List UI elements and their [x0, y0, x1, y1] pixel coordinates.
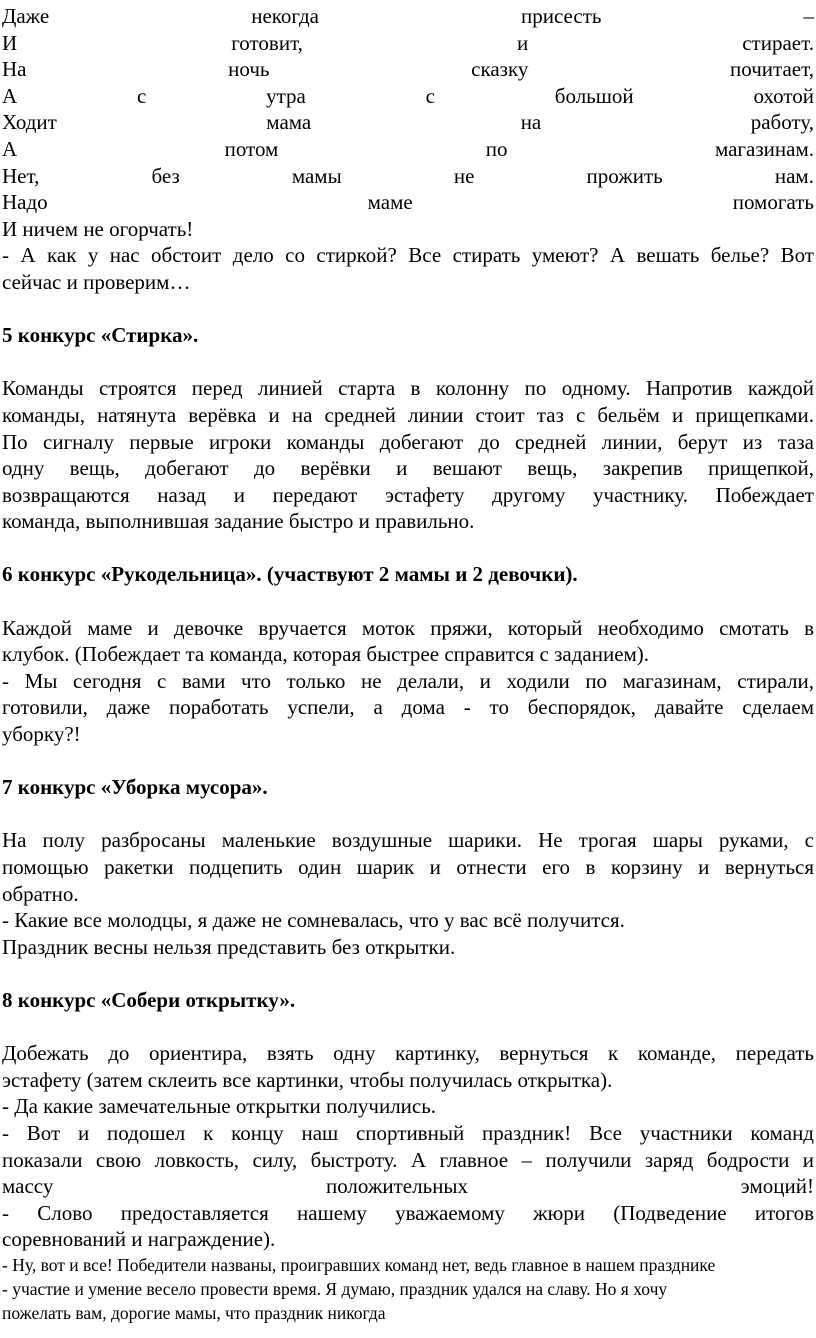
poem-word: стирает. [742, 30, 814, 55]
poem-word: Нет, [2, 163, 40, 188]
spacer [2, 1014, 814, 1041]
poem-word: На [2, 57, 27, 82]
poem-word: работу, [750, 110, 814, 135]
spacer [2, 801, 814, 828]
text-line: - Слово предоставляется нашему уважаемому жюри (Подведение итогов [2, 1200, 814, 1225]
text-line: По сигналу первые игроки команды добегают до средней линии, берут из таза [2, 429, 814, 454]
poem-word: Надо [2, 190, 48, 215]
document-content [2, 3, 814, 1325]
poem-word: охотой [753, 83, 814, 108]
closing-remarks [2, 1253, 814, 1325]
text-line: - участие и умение весело провести время. Я думаю, праздник удался на славу. Но я хочу [2, 1278, 668, 1299]
text-line: Каждой маме и девочке вручается моток пряжи, который необходимо смотать в [2, 615, 814, 640]
poem-line [2, 109, 814, 136]
spacer [2, 588, 814, 615]
poem-word: Ходит [2, 110, 57, 135]
text-line: Праздник весны нельзя представить без открытки. [2, 934, 456, 959]
text-line: Добежать до ориентира, взять одну картинку, вернуться к команде, передать [2, 1041, 814, 1066]
contest-8-heading: 8 конкурс «Собери открытку». [2, 987, 296, 1012]
poem-line [2, 30, 814, 57]
poem-line [2, 189, 814, 216]
poem-word: мамы [291, 163, 342, 188]
poem-line [2, 163, 814, 190]
text-line: обратно. [2, 881, 79, 906]
spacer [2, 296, 814, 323]
poem-word: помогать [732, 190, 814, 215]
poem-word: без [151, 163, 180, 188]
text-word: эмоций! [740, 1174, 814, 1199]
poem-word: нам. [774, 163, 814, 188]
poem-word: утра [266, 83, 306, 108]
intro-paragraph [2, 216, 814, 296]
poem-word: некогда [251, 4, 319, 28]
text-line: - Мы сегодня с вами что только не делали, и ходили по магазинам, стирали, [2, 668, 814, 693]
poem-word: по [485, 136, 508, 161]
text-word: массу [2, 1174, 54, 1199]
contest-8-description [2, 1040, 814, 1253]
poem-word: присесть [520, 4, 602, 28]
contest-7-heading: 7 конкурс «Уборка мусора». [2, 775, 268, 800]
text-line: команда, выполнившая задание быстро и правильно. [2, 509, 475, 534]
text-line: команды, натянута верёвка и на средней линии стоит таз с бельём и прищепками. [2, 402, 814, 427]
spacer [2, 535, 814, 562]
text-line: - А как у нас обстоит дело со стиркой? Все стирать умеют? А вешать белье? Вот [2, 243, 814, 268]
text-line: - Да какие замечательные открытки получились. [2, 1094, 437, 1119]
poem-line [2, 3, 814, 30]
text-line: - Вот и подошел к концу наш спортивный праздник! Все участники команд [2, 1120, 814, 1145]
poem-word: на [520, 110, 542, 135]
contest-6-description [2, 615, 814, 748]
poem-line [2, 56, 814, 83]
text-line: - Какие все молодцы, я даже не сомневалась, что у вас всё получится. [2, 908, 625, 933]
text-line: помощью ракетки подцепить один шарик и отнести его в корзину и вернуться [2, 855, 814, 879]
text-line: показали свою ловкость, силу, быстроту. А главное – получили заряд бодрости и [2, 1147, 814, 1172]
poem-word: и [516, 30, 529, 55]
poem-word: Даже [2, 4, 50, 28]
contest-7-description [2, 827, 814, 960]
text-line: Команды строятся перед линией старта в колонну по одному. Напротив каждой [2, 376, 814, 401]
spacer [2, 748, 814, 775]
spacer [2, 349, 814, 376]
poem-word: магазинам. [714, 136, 814, 161]
text-line: уборку?! [2, 722, 81, 747]
poem-word: А [2, 136, 18, 161]
text-line: соревнований и награждение). [2, 1227, 276, 1252]
text-line [2, 1173, 814, 1200]
contest-5-description [2, 375, 814, 535]
text-line: возвращаются назад и передают эстафету другому участнику. Побеждает [2, 482, 814, 507]
poem-word: готовит, [231, 30, 303, 55]
text-line: клубок. (Побеждает та команда, которая быстрее справится с заданием). [2, 642, 650, 667]
text-line: готовили, даже поработать успели, а дома - то беспорядок, давайте сделаем [2, 695, 814, 720]
text-word: положительных [325, 1174, 469, 1199]
poem-word: сказку [471, 57, 529, 82]
poem-word: маме [367, 190, 413, 215]
poem-word: прожить [586, 163, 663, 188]
poem-word: ночь [228, 57, 270, 82]
poem-word: не [453, 163, 475, 188]
spacer [2, 960, 814, 987]
text-line: одну вещь, добегают до верёвки и вешают вещь, закрепив прищепкой, [2, 456, 814, 481]
poem-word: почитает, [730, 57, 814, 82]
poem-word: с [425, 83, 435, 108]
text-line: сейчас и проверим… [2, 269, 191, 294]
text-line: - Ну, вот и все! Победители названы, проигравших команд нет, ведь главное в нашем празднике [2, 1254, 716, 1275]
text-line: На полу разбросаны маленькие воздушные шарики. Не трогая шары руками, с [2, 828, 814, 853]
contest-5-heading: 5 конкурс «Стирка». [2, 323, 199, 348]
poem-word: с [136, 83, 147, 108]
text-line: эстафету (затем склеить все картинки, чтобы получилась открытка). [2, 1067, 613, 1092]
poem-word: большой [554, 83, 634, 108]
poem-word: И [2, 30, 18, 55]
poem [2, 3, 814, 216]
text-line: И ничем не огорчать! [2, 216, 194, 241]
poem-word: – [803, 4, 814, 28]
poem-word: мама [266, 110, 312, 135]
poem-word: А [2, 83, 18, 108]
contest-6-heading: 6 конкурс «Рукодельница». (участвуют 2 мамы и 2 девочки). [2, 562, 578, 587]
poem-line [2, 136, 814, 163]
poem-line [2, 83, 814, 110]
text-line: пожелать вам, дорогие мамы, что праздник никогда [2, 1302, 386, 1323]
poem-word: потом [224, 136, 279, 161]
